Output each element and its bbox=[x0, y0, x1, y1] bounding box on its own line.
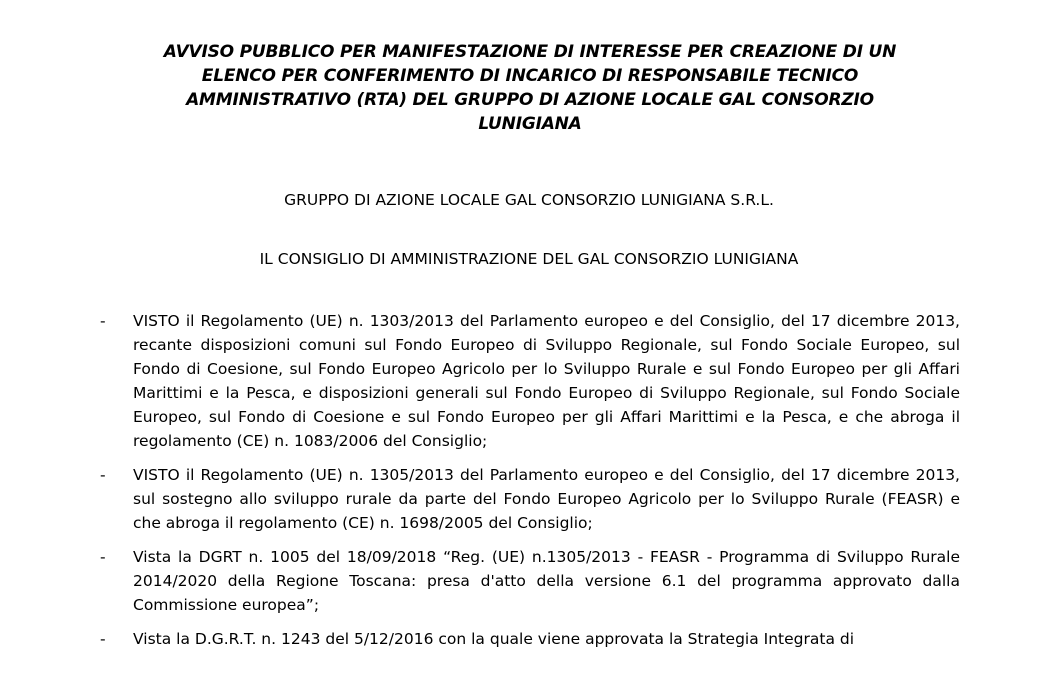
bullet-dash: - bbox=[100, 466, 106, 484]
bullet-dash: - bbox=[100, 548, 106, 566]
title-line: LUNIGIANA bbox=[478, 114, 582, 134]
title-line: AVVISO PUBBLICO PER MANIFESTAZIONE DI INTERESSE PER CREAZIONE DI UN bbox=[163, 42, 897, 62]
list-item-text: Vista la D.G.R.T. n. 1243 del 5/12/2016 con la quale viene approvata la Strategia Integrata di bbox=[133, 630, 855, 648]
list-item bbox=[100, 545, 960, 617]
title-line: ELENCO PER CONFERIMENTO DI INCARICO DI RESPONSABILE TECNICO bbox=[201, 66, 859, 86]
list-item bbox=[100, 627, 960, 651]
organization-heading: GRUPPO DI AZIONE LOCALE GAL CONSORZIO LUNIGIANA S.R.L. bbox=[284, 191, 774, 209]
issuer-heading: IL CONSIGLIO DI AMMINISTRAZIONE DEL GAL CONSORZIO LUNIGIANA bbox=[259, 250, 799, 268]
bullet-dash: - bbox=[100, 630, 106, 648]
recitals-list bbox=[100, 309, 960, 651]
bullet-dash: - bbox=[100, 312, 106, 330]
list-item bbox=[100, 463, 960, 535]
list-item bbox=[100, 309, 960, 453]
title-line: AMMINISTRATIVO (RTA) DEL GRUPPO DI AZIONE LOCALE GAL CONSORZIO bbox=[186, 90, 874, 110]
list-item-text: VISTO il Regolamento (UE) n. 1303/2013 del Parlamento europeo e del Consiglio, del 17 dicembre 2013, recante disposizioni comuni sul Fondo Europeo di Sviluppo Regionale, sul Fondo Sociale Europeo, sul Fondo di Coesione, sul Fondo Europeo Agricolo per lo Sviluppo Rurale e sul Fondo Europeo per gli Affari Marittimi e la Pesca, e disposizioni generali sul Fondo Europeo di Sviluppo Regionale, sul Fondo Sociale Europeo, sul Fondo di Coesione e sul Fondo Europeo per gli Affari Marittimi e la Pesca, e che abroga il regolamento (CE) n. 1083/2006 del Consiglio; bbox=[133, 312, 960, 450]
document-title bbox=[100, 40, 960, 136]
list-item-text: Vista la DGRT n. 1005 del 18/09/2018 “Reg. (UE) n.1305/2013 - FEASR - Programma di Sviluppo Rurale 2014/2020 della Regione Toscana: presa d'atto della versione 6.1 del programma approvato dalla Commissione europea”; bbox=[133, 548, 960, 614]
list-item-text: VISTO il Regolamento (UE) n. 1305/2013 del Parlamento europeo e del Consiglio, del 17 dicembre 2013, sul sostegno allo sviluppo rurale da parte del Fondo Europeo Agricolo per lo Sviluppo Rurale (FEASR) e che abroga il regolamento (CE) n. 1698/2005 del Consiglio; bbox=[133, 466, 960, 532]
